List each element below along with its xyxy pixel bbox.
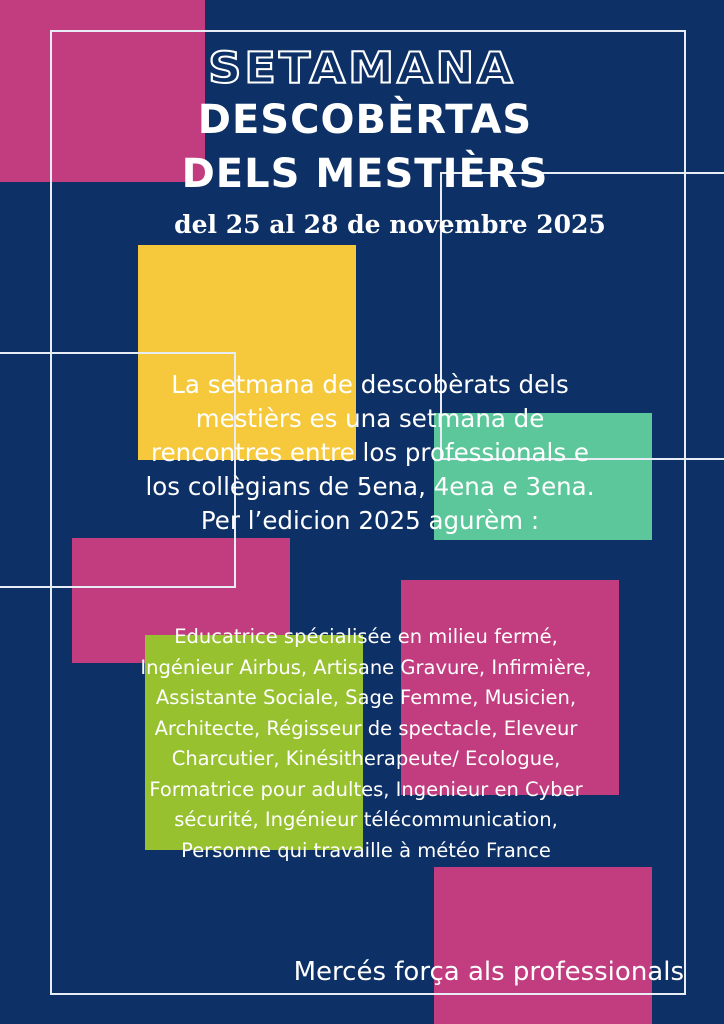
professions-line: Assistante Sociale, Sage Femme, Musicien, (155, 686, 577, 709)
professions-line: Personne qui travaille à météo France (181, 838, 551, 862)
professions-line: Architecte, Régisseur de spectacle, Eleveur (154, 716, 578, 740)
intro-line: La setmana de descobèrats dels (171, 370, 569, 399)
title-line-1: SETAMANA (208, 43, 516, 93)
title-line-2: DESCOBÈRTAS (197, 97, 533, 143)
thanks-text: Mercés força als professionals (293, 957, 684, 987)
professions-line: Charcutier, Kinésitherapeute/ Ecologue, (171, 747, 561, 770)
title-line-3: DELS MESTIÈRS (181, 151, 549, 197)
intro-line: los collègians de 5ena, 4ena e 3ena. (145, 472, 595, 501)
professions-line: Formatrice pour adultes, Ingenieur en Cyber (149, 777, 583, 801)
professions-line: sécurité, Ingénieur télécommunication, (174, 808, 558, 831)
intro-line: mestièrs es una setmana de (195, 404, 545, 433)
event-dates: del 25 al 28 de novembre 2025 (174, 210, 606, 239)
professions-line: Educatrice spécialisée en milieu fermé, (174, 625, 558, 648)
intro-line: Per l’edicion 2025 agurèm : (200, 506, 540, 535)
intro-line: rencontres entre los professionals e (151, 438, 589, 467)
intro-paragraph (90, 368, 650, 538)
professions-list (96, 622, 636, 866)
professions-line: Ingénieur Airbus, Artisane Gravure, Infirmière, (140, 655, 592, 679)
